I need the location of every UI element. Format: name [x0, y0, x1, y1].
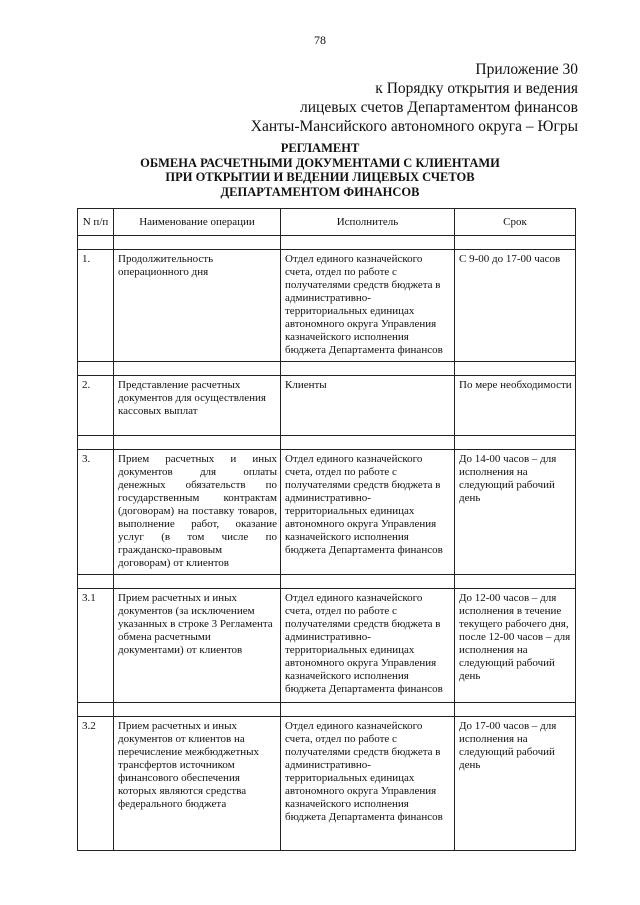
table-row: [78, 589, 576, 703]
row-term: С 9-00 до 17-00 часов: [455, 250, 576, 362]
row-executor: Отдел единого казначейского счета, отдел по работе с получателями средств бюджета в административно-территориальных единицах автономного округа Управления казначейского исполнения бюджета Департамента финансов: [281, 589, 455, 703]
header-num: N п/п: [78, 209, 114, 236]
table-header-row: [78, 209, 576, 236]
table-spacer: [78, 362, 576, 376]
header-executor: Исполнитель: [281, 209, 455, 236]
appendix-reference: [251, 60, 578, 136]
table-row: [78, 717, 576, 851]
table-spacer: [78, 703, 576, 717]
row-operation: Прием расчетных и иных документов для оплаты денежных обязательств по государственным контрактам (договорам) на поставку товаров, выполнение работ, оказание услуг (в том числе по гражданско-правовым договорам) от клиентов: [114, 450, 281, 575]
appendix-line: Ханты-Мансийского автономного округа – Югры: [250, 118, 578, 135]
table-spacer: [78, 236, 576, 250]
appendix-line: Приложение 30: [475, 61, 578, 78]
row-term: По мере необходимости: [455, 376, 576, 436]
row-executor: Отдел единого казначейского счета, отдел по работе с получателями средств бюджета в административно-территориальных единицах автономного округа Управления казначейского исполнения бюджета Департамента финансов: [281, 717, 455, 851]
row-executor: Отдел единого казначейского счета, отдел по работе с получателями средств бюджета в административно-территориальных единицах автономного округа Управления казначейского исполнения бюджета Департамента финансов: [281, 450, 455, 575]
row-num: 3.1: [78, 589, 114, 703]
row-term: До 17-00 часов – для исполнения на следующий рабочий день: [455, 717, 576, 851]
table-row: [78, 250, 576, 362]
row-term: До 12-00 часов – для исполнения в течение текущего рабочего дня, после 12-00 часов – для исполнения на следующий рабочий день: [455, 589, 576, 703]
header-operation: Наименование операции: [114, 209, 281, 236]
title-line: ОБМЕНА РАСЧЕТНЫМИ ДОКУМЕНТАМИ С КЛИЕНТАМИ: [140, 155, 500, 170]
table-spacer: [78, 575, 576, 589]
row-operation: Прием расчетных и иных документов (за исключением указанных в строке 3 Регламента обмена расчетными документами) от клиентов: [114, 589, 281, 703]
document-title: [0, 141, 640, 199]
row-executor: Клиенты: [281, 376, 455, 436]
row-executor: Отдел единого казначейского счета, отдел по работе с получателями средств бюджета в административно-территориальных единицах автономного округа Управления казначейского исполнения бюджета Департамента финансов: [281, 250, 455, 362]
page-number: 78: [314, 33, 326, 47]
table-row: [78, 376, 576, 436]
table-row: [78, 450, 576, 575]
appendix-line: лицевых счетов Департаментом финансов: [300, 99, 578, 116]
reglament-table: [77, 208, 576, 851]
row-num: 3.: [78, 450, 114, 575]
header-term: Срок: [455, 209, 576, 236]
row-num: 3.2: [78, 717, 114, 851]
row-operation: Представление расчетных документов для осуществления кассовых выплат: [114, 376, 281, 436]
row-num: 2.: [78, 376, 114, 436]
row-operation: Продолжительность операционного дня: [114, 250, 281, 362]
row-num: 1.: [78, 250, 114, 362]
title-line: ПРИ ОТКРЫТИИ И ВЕДЕНИИ ЛИЦЕВЫХ СЧЕТОВ: [165, 170, 475, 184]
appendix-line: к Порядку открытия и ведения: [375, 80, 578, 97]
title-line: РЕГЛАМЕНТ: [280, 141, 360, 155]
title-line: ДЕПАРТАМЕНТОМ ФИНАНСОВ: [220, 184, 420, 199]
row-operation: Прием расчетных и иных документов от клиентов на перечисление межбюджетных трансфертов источником финансового обеспечения которых являются средства федерального бюджета: [114, 717, 281, 851]
table-spacer: [78, 436, 576, 450]
row-term: До 14-00 часов – для исполнения на следующий рабочий день: [455, 450, 576, 575]
